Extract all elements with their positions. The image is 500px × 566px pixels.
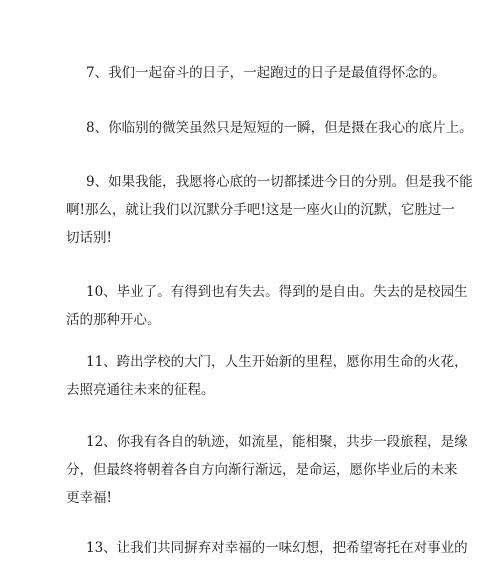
- paragraph-line: 8、你临别的微笑虽然只是短短的一瞬，但是摄在我心的底片上。: [86, 120, 473, 136]
- paragraph-line: 活的那种开心。: [66, 312, 161, 328]
- paragraph-13: [0, 534, 500, 562]
- paragraph-line: 切话别!: [66, 230, 112, 246]
- paragraph-9: [0, 168, 500, 252]
- paragraph-line: 更幸福!: [66, 490, 112, 506]
- paragraph-8: [0, 114, 500, 142]
- paragraph-line: 9、如果我能，我愿将心底的一切都揉进今日的分别。但是我不能: [86, 174, 473, 190]
- paragraph-line: 去照亮通往未来的征程。: [66, 382, 215, 398]
- paragraph-10: [0, 278, 500, 334]
- paragraph-line: 12、你我有各自的轨迹，如流星，能相聚，共步一段旅程，是缘: [86, 434, 468, 450]
- paragraph-12: [0, 428, 500, 512]
- paragraph-line: 分，但最终将朝着各自方向渐行渐远，是命运，愿你毕业后的未来: [66, 462, 458, 478]
- paragraph-line: 7、我们一起奋斗的日子，一起跑过的日子是最值得怀念的。: [86, 65, 446, 81]
- paragraph-11: [0, 348, 500, 404]
- paragraph-line: 10、毕业了。有得到也有失去。得到的是自由。失去的是校园生: [86, 284, 468, 300]
- paragraph-line: 11、跨出学校的大门，人生开始新的里程，愿你用生命的火花，: [86, 354, 468, 370]
- paragraph-line: 13、让我们共同摒弃对幸福的一味幻想，把希望寄托在对事业的: [86, 540, 468, 556]
- paragraph-7: [0, 59, 500, 87]
- paragraph-line: 啊!那么，就让我们以沉默分手吧!这是一座火山的沉默，它胜过一: [66, 202, 455, 218]
